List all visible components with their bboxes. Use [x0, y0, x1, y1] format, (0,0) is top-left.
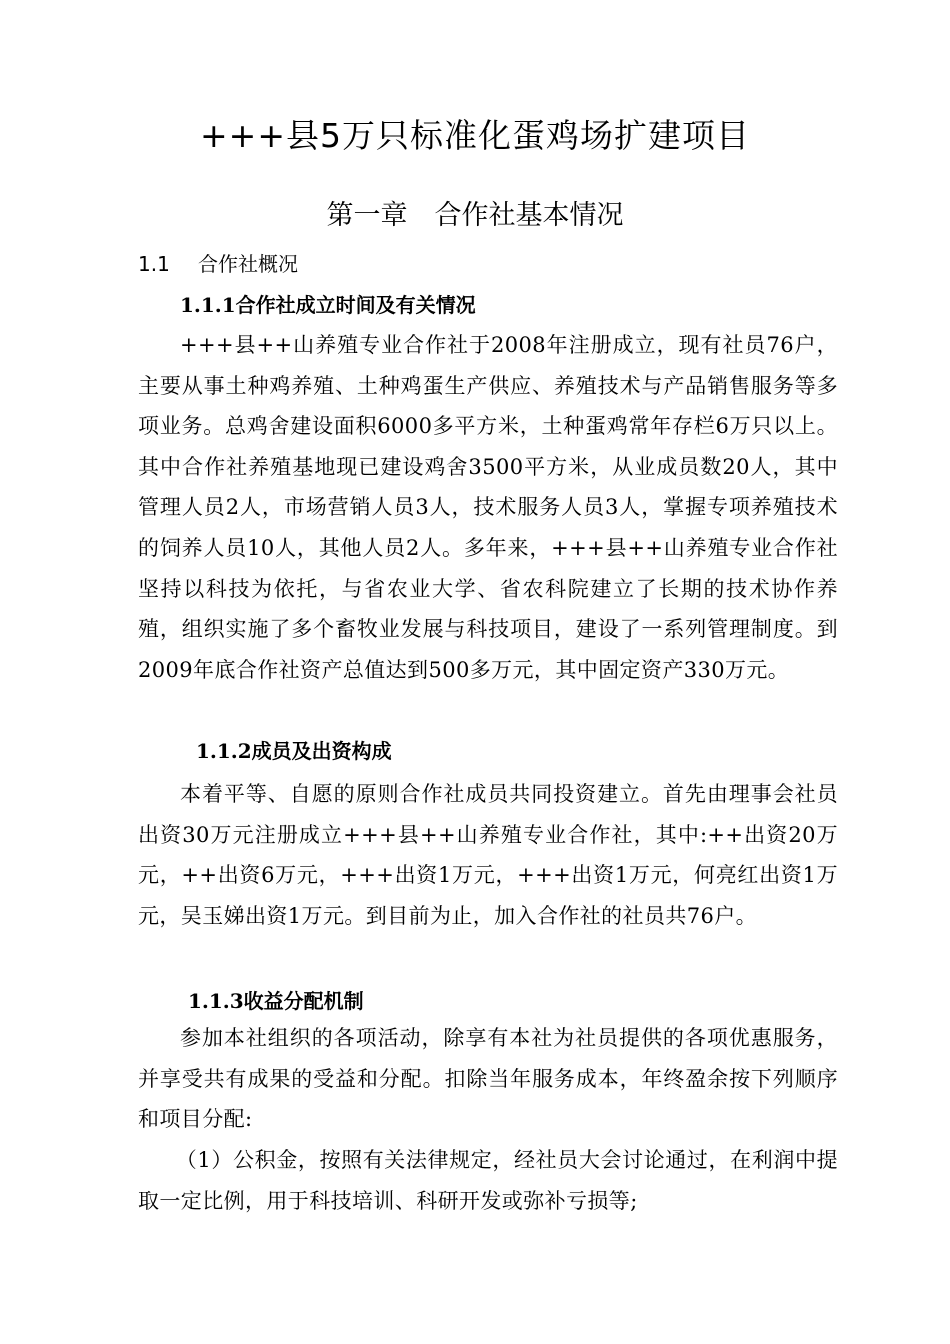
subsection-paragraph-1-1-3: 参加本社组织的各项活动，除享有本社为社员提供的各项优惠服务，并享受共有成果的受益和分配。扣除当年服务成本，年终盈余按下列顺序和项目分配:: [138, 1026, 838, 1132]
subsection-paragraph-1-1-2: 本着平等、自愿的原则合作社成员共同投资建立。首先由理事会社员出资30万元注册成立+++县++山养殖专业合作社，其中:++出资20万元，++出资6万元，+++出资1万元，+++出资1万元，何亮红出资1万元，吴玉娣出资1万元。到目前为止，加入合作社的社员共76户。: [138, 782, 838, 928]
section-title: 合作社概况: [198, 252, 298, 276]
subsection-paragraph-1-1-1: +++县++山养殖专业合作社于2008年注册成立，现有社员76户，主要从事土种鸡养殖、土种鸡蛋生产供应、养殖技术与产品销售服务等多项业务。总鸡舍建设面积6000多平方米，土种蛋鸡常年存栏6万只以上。其中合作社养殖基地现已建设鸡舍3500平方米，从业成员数20人，其中管理人员2人，市场营销人员3人，技术服务人员3人，掌握专项养殖技术的饲养人员10人，其他人员2人。多年来，+++县++山养殖专业合作社坚持以科技为依托，与省农业大学、省农科院建立了长期的技术协作养殖，组织实施了多个畜牧业发展与科技项目，建设了一系列管理制度。到2009年底合作社资产总值达到500多万元，其中固定资产330万元。: [138, 333, 838, 682]
subsection-heading-1-1-3: 1.1.3收益分配机制: [188, 989, 364, 1013]
section-heading: [138, 248, 298, 280]
section-number: 1.1: [138, 252, 170, 276]
chapter-heading: 第一章 合作社基本情况: [326, 200, 624, 231]
subsection-heading-1-1-2: 1.1.2成员及出资构成: [196, 739, 392, 763]
subsection-heading-1-1-1: 1.1.1合作社成立时间及有关情况: [180, 293, 476, 317]
list-item-1: （1）公积金，按照有关法律规定，经社员大会讨论通过，在利润中提取一定比例，用于科技培训、科研开发或弥补亏损等;: [138, 1148, 838, 1213]
document-title: +++县5万只标准化蛋鸡场扩建项目: [200, 116, 750, 155]
